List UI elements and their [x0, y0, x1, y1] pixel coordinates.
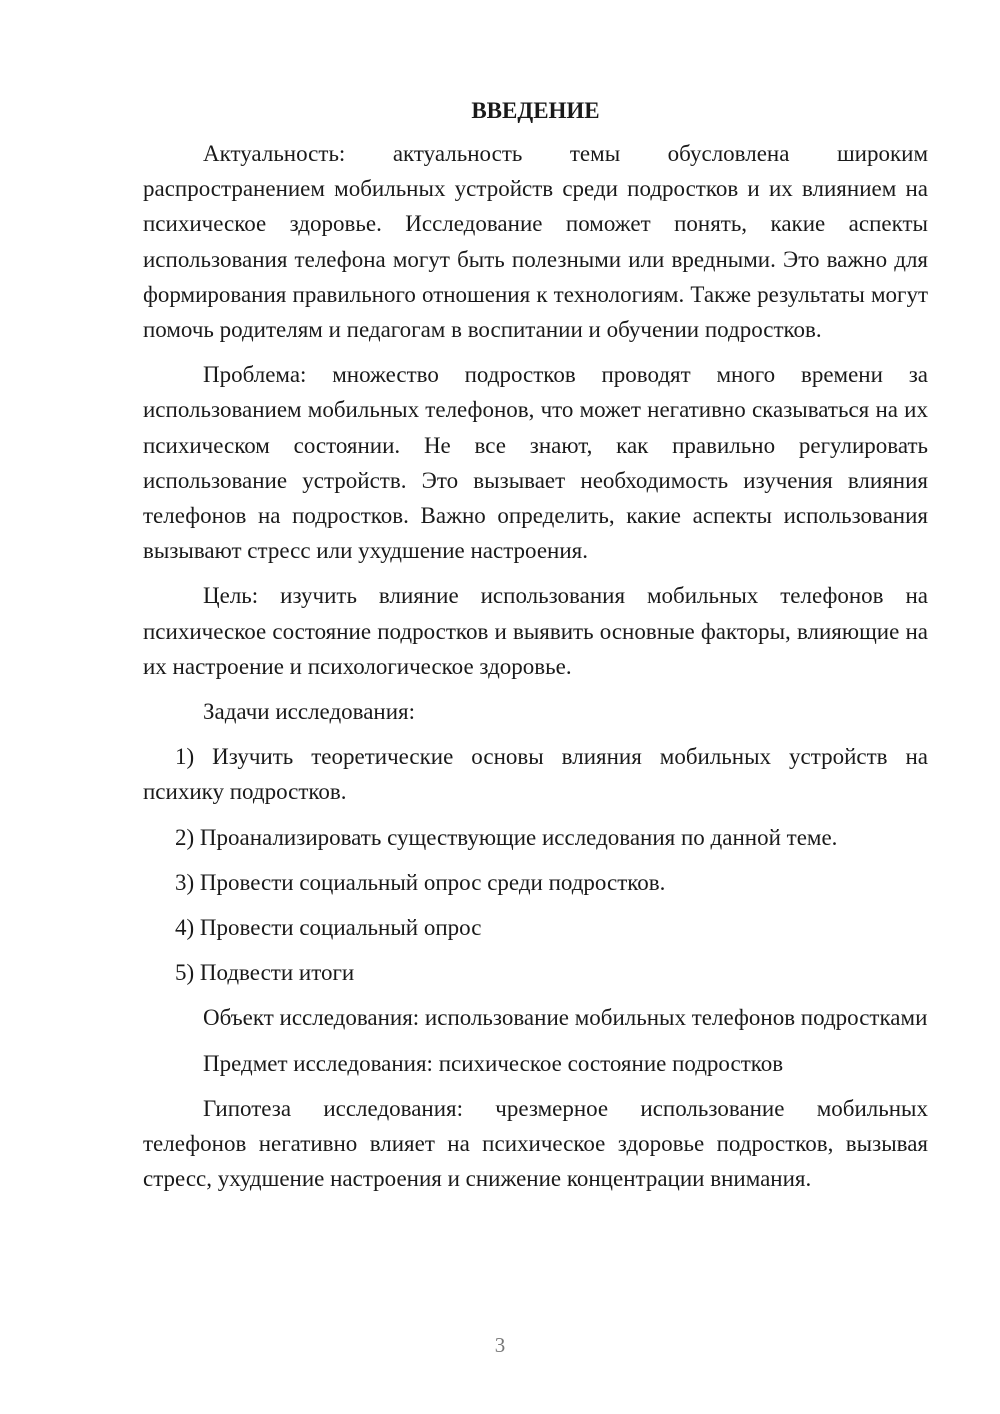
tasks-heading: Задачи исследования:	[203, 699, 416, 725]
task-item-1: 1) Изучить теоретические основы влияния мобильных устройств на психику подростков.	[143, 744, 928, 805]
task-item-2: 2) Проанализировать существующие исследования по данной теме.	[175, 824, 838, 850]
object-paragraph: Объект исследования: использование мобильных телефонов подростками	[203, 1005, 928, 1031]
task-item-4: 4) Провести социальный опрос	[175, 915, 482, 941]
page-title: ВВЕДЕНИЕ	[471, 98, 600, 123]
tasks-list	[143, 739, 928, 990]
page-number: 3	[494, 1333, 506, 1357]
task-item-5: 5) Подвести итоги	[175, 960, 355, 986]
subject-paragraph: Предмет исследования: психическое состояние подростков	[203, 1050, 784, 1076]
page-content	[143, 93, 928, 1206]
problem-paragraph: Проблема: множество подростков проводят много времени за использованием мобильных телефонов, что может негативно сказываться на их психическом состоянии. Не все знают, как правильно регулировать использование устройств. Это вызывает необходимость изучения влияния телефонов на подростков. Важно определить, какие аспекты использования вызывают стресс или ухудшение настроения.	[143, 362, 928, 564]
hypothesis-paragraph: Гипотеза исследования: чрезмерное использование мобильных телефонов негативно влияет на психическое здоровье подростков, вызывая стресс, ухудшение настроения и снижение концентрации внимания.	[143, 1095, 928, 1192]
task-item-3: 3) Провести социальный опрос среди подростков.	[175, 869, 666, 895]
relevance-paragraph: Актуальность: актуальность темы обусловлена широким распространением мобильных устройств среди подростков и их влиянием на психическое здоровье. Исследование поможет понять, какие аспекты использования телефона могут быть полезными или вредными. Это важно для формирования правильного отношения к технологиям. Также результаты могут помочь родителям и педагогам в воспитании и обучении подростков.	[143, 141, 928, 343]
goal-paragraph: Цель: изучить влияние использования мобильных телефонов на психическое состояние подростков и выявить основные факторы, влияющие на их настроение и психологическое здоровье.	[143, 583, 928, 679]
